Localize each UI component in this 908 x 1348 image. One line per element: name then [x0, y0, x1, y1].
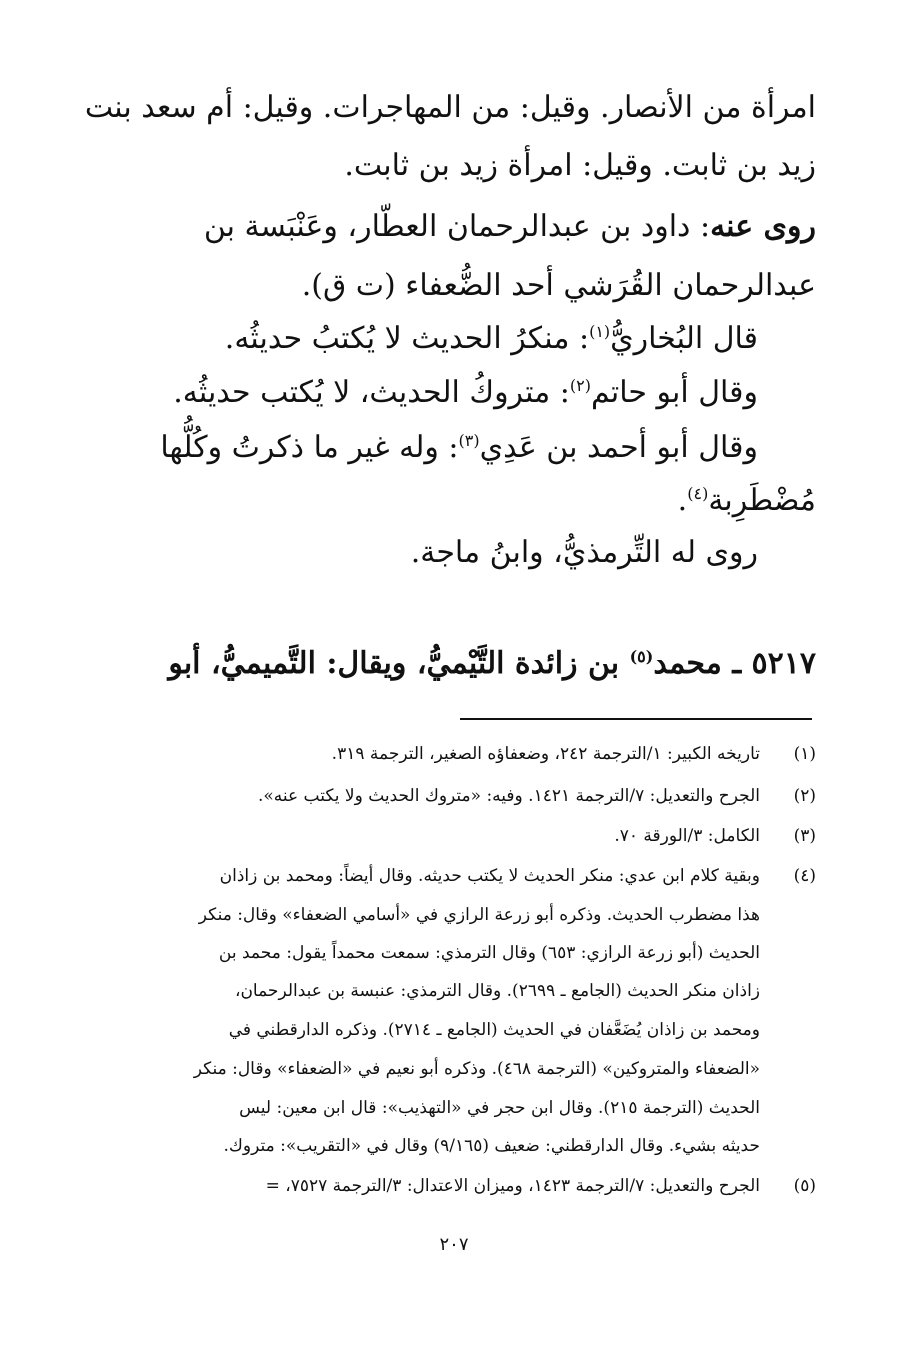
footnote-3-number: (٣) [793, 826, 816, 846]
page-number: ٢٠٧ [439, 1234, 469, 1255]
footnote-5-text: الجرح والتعديل: ٧/الترجمة ١٤٢٣، وميزان الاعتدال: ٣/الترجمة ٧٥٢٧، = [265, 1176, 760, 1196]
line-6-rest: : متروكُ الحديث، لا يُكتب حديثُه. [173, 375, 570, 410]
main-text-line-5 [58, 317, 758, 361]
line-5-rest: : منكرُ الحديث لا يُكتبُ حديثُه. [224, 321, 590, 356]
line-7-start: وقال أبو أحمد بن عَدِي [479, 430, 758, 465]
main-text-line-3 [116, 205, 816, 249]
footnote-ref-4: (٤) [687, 484, 709, 503]
main-text-line-4: عبدالرحمان القُرَشي أحد الضُّعفاء (ت ق). [301, 268, 816, 303]
footnote-2-text: الجرح والتعديل: ٧/الترجمة ١٤٢١. وفيه: «متروك الحديث ولا يكتب عنه». [257, 786, 760, 806]
line-8-start: مُضْطَرِبة [708, 483, 816, 518]
line-7-rest: : وله غير ما ذكرتُ وكُلُّها [160, 430, 459, 465]
entry-heading-start: ٥٢١٧ ـ محمد [653, 646, 816, 681]
footnote-4-text-7: الحديث (الترجمة ٢١٥). وقال ابن حجر في «التهذيب»: قال ابن معين: ليس [239, 1098, 760, 1118]
footnote-4-text-1: وبقية كلام ابن عدي: منكر الحديث لا يكتب حديثه. وقال أيضاً: ومحمد بن زاذان [219, 866, 760, 886]
main-text-line-7 [58, 426, 758, 470]
line-6-start: وقال أبو حاتم [590, 375, 758, 410]
footnote-4-text-4: زاذان منكر الحديث (الجامع ـ ٢٦٩٩). وقال الترمذي: عنبسة بن عبدالرحمان، [234, 981, 760, 1001]
footnote-ref-5: (٥) [629, 647, 654, 666]
footnote-4-number: (٤) [793, 866, 816, 886]
footnote-4-text-8: حديثه بشيء. وقال الدارقطني: ضعيف (٩/١٦٥) وقال في «التقريب»: متروك. [223, 1136, 760, 1156]
main-text-line-1: امرأة من الأنصار. وقيل: من المهاجرات. وقيل: أم سعد بنت [84, 90, 816, 125]
footnote-2-number: (٢) [793, 786, 816, 806]
footnote-5-number: (٥) [793, 1176, 816, 1196]
entry-heading-5217 [116, 642, 816, 686]
footnote-4-text-5: ومحمد بن زاذان يُضَعَّفان في الحديث (الجامع ـ ٢٧١٤). وذكره الدارقطني في [228, 1020, 760, 1040]
footnote-1-text: تاريخه الكبير: ١/الترجمة ٢٤٢، وضعفاؤه الصغير، الترجمة ٣١٩. [331, 744, 760, 764]
line-8-rest: . [677, 483, 688, 518]
footnote-3-text: الكامل: ٣/الورقة ٧٠. [614, 826, 760, 846]
entry-heading-rest: بن زائدة التَّيْميُّ، ويقال: التَّميميُّ، أبو [168, 646, 630, 681]
main-text-line-3-rest: : داود بن عبدالرحمان العطّار، وعَنْبَسة بن [203, 209, 711, 244]
narrators-heading: روى عنه [710, 209, 816, 244]
main-text-line-9: روى له التِّرمذيُّ، وابنُ ماجة. [410, 535, 758, 570]
main-text-line-6 [58, 371, 758, 415]
main-text-line-8 [116, 479, 816, 523]
footnote-divider [460, 718, 812, 720]
footnote-4-text-2: هذا مضطرب الحديث. وذكره أبو زرعة الرازي في «أسامي الضعفاء» وقال: منكر [198, 905, 760, 925]
footnote-ref-3: (٣) [458, 431, 480, 450]
footnote-ref-2: (٢) [569, 376, 591, 395]
line-5-start: قال البُخاريُّ [610, 321, 758, 356]
footnote-ref-1: (١) [589, 322, 611, 341]
footnote-4-text-6: «الضعفاء والمتروكين» (الترجمة ٤٦٨). وذكره أبو نعيم في «الضعفاء» وقال: منكر [193, 1059, 760, 1079]
main-text-line-2: زيد بن ثابت. وقيل: امرأة زيد بن ثابت. [344, 148, 816, 183]
footnote-1-number: (١) [793, 744, 816, 764]
footnote-4-text-3: الحديث (أبو زرعة الرازي: ٦٥٣) وقال الترمذي: سمعت محمداً يقول: محمد بن [218, 943, 760, 963]
